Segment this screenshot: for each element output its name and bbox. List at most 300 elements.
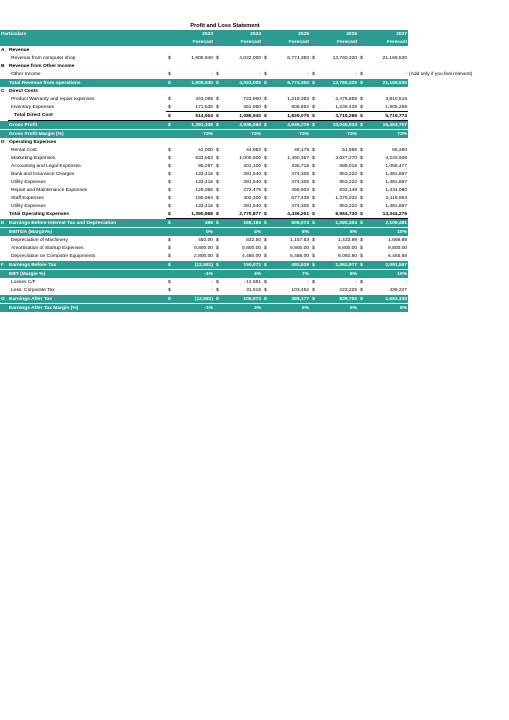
row-value: 48,176 xyxy=(294,147,310,153)
row-percent: 8% xyxy=(262,228,310,237)
table-row xyxy=(0,170,408,178)
row-index: D xyxy=(1,139,5,145)
table-row xyxy=(0,70,408,79)
currency-symbol: $ xyxy=(312,237,315,243)
currency-symbol: $ xyxy=(216,179,219,185)
currency-symbol: $ xyxy=(312,96,315,102)
row-value: 1,905,258 xyxy=(385,104,408,110)
row-index xyxy=(0,186,8,194)
row-index xyxy=(0,154,8,162)
empty-cell xyxy=(262,87,310,95)
row-value: 1,005,500 xyxy=(239,155,262,161)
table-row xyxy=(0,270,408,279)
row-value: 9,800.00 xyxy=(290,245,310,251)
row-value: 9,800.00 xyxy=(193,245,214,251)
currency-symbol: $ xyxy=(360,195,363,201)
currency-symbol: $ xyxy=(310,112,318,121)
row-percent: 4% xyxy=(214,270,262,279)
currency-symbol: $ xyxy=(216,96,219,102)
row-label: Amortisation of Startup Expenses xyxy=(11,245,84,251)
row-label: Less: Corporate Tax xyxy=(11,287,55,293)
currency-symbol: $ xyxy=(264,55,267,61)
row-value: 474,205 xyxy=(291,171,310,177)
currency-symbol: $ xyxy=(216,163,219,169)
row-value: 402,200 xyxy=(243,195,262,201)
row-label: Earnings After Tax Margin (%) xyxy=(8,304,166,313)
currency-symbol: $ xyxy=(312,253,315,259)
row-label: Accounting and Legal Expenses xyxy=(11,163,81,169)
row-value: 133,416 xyxy=(195,171,214,177)
currency-symbol: $ xyxy=(264,155,267,161)
currency-symbol: $ xyxy=(264,163,267,169)
row-value: 105,974 xyxy=(222,295,262,304)
row-index xyxy=(0,112,8,121)
currency-symbol: $ xyxy=(168,187,171,193)
row-value: 9,800.00 xyxy=(242,245,262,251)
row-value: 281,540 xyxy=(243,203,262,209)
row-label: Utility Expenses xyxy=(11,203,46,209)
row-label: Revenue from computer shop xyxy=(11,55,76,61)
currency-symbol: $ xyxy=(214,210,222,219)
row-value: 4,436,201 xyxy=(270,210,310,219)
table-row xyxy=(0,252,408,261)
currency-symbol: $ xyxy=(166,295,174,304)
row-value: 6,774,350 xyxy=(270,79,310,88)
row-value: - xyxy=(307,279,310,285)
row-index xyxy=(0,202,8,210)
row-label: Total Revenue from operations xyxy=(8,79,166,88)
empty-cell xyxy=(166,87,214,95)
row-percent: 8% xyxy=(358,304,408,313)
currency-symbol: $ xyxy=(360,237,363,243)
currency-symbol: $ xyxy=(264,203,267,209)
row-value: 5,715,773 xyxy=(366,112,408,121)
empty-cell xyxy=(310,46,358,54)
row-label: Losses C/F xyxy=(11,279,36,285)
row-value: 4,480.00 xyxy=(242,253,262,259)
row-label: Earnings Before Tax xyxy=(8,261,166,270)
table-row xyxy=(0,154,408,162)
row-value: 4,945,276 xyxy=(270,121,310,130)
subheader-forecast: Forecast xyxy=(358,38,408,46)
table-row xyxy=(0,46,408,54)
table-row xyxy=(0,186,408,194)
subheader-forecast: Forecast xyxy=(214,38,262,46)
currency-symbol: $ xyxy=(312,171,315,177)
currency-symbol: $ xyxy=(168,71,171,77)
row-label: Utility Expenses xyxy=(11,179,46,185)
row-label: Gross Profit Margin (%) xyxy=(8,130,166,139)
empty-cell xyxy=(310,138,358,146)
currency-symbol: $ xyxy=(264,71,267,77)
currency-symbol: $ xyxy=(264,179,267,185)
header-row xyxy=(0,30,408,38)
row-value: 533,663 xyxy=(195,155,214,161)
currency-symbol: $ xyxy=(312,155,315,161)
row-value: 1,062,977 xyxy=(318,261,358,270)
currency-symbol: $ xyxy=(168,245,171,251)
row-index xyxy=(0,79,8,88)
row-value: 1,238,429 xyxy=(335,104,358,110)
row-percent: 8% xyxy=(310,228,358,237)
currency-symbol: $ xyxy=(312,163,315,169)
row-value: 42,000 xyxy=(198,147,214,153)
table-row xyxy=(0,138,408,146)
row-percent: 73% xyxy=(166,130,214,139)
profit-loss-table xyxy=(0,30,408,312)
row-value: 389,177 xyxy=(270,295,310,304)
currency-symbol: $ xyxy=(360,96,363,102)
empty-cell xyxy=(358,62,408,70)
row-percent: -1% xyxy=(166,270,214,279)
currency-symbol: $ xyxy=(216,287,219,293)
row-value: 832.50 xyxy=(246,237,262,243)
row-value: - xyxy=(259,71,262,77)
currency-symbol: $ xyxy=(216,171,219,177)
row-value: 3,027,270 xyxy=(335,155,358,161)
row-index: A xyxy=(1,47,5,53)
row-value: 1,376,032 xyxy=(335,195,358,201)
row-value: 31,515 xyxy=(246,287,262,293)
currency-symbol: $ xyxy=(168,171,171,177)
empty-cell xyxy=(310,87,358,95)
table-row xyxy=(0,54,408,62)
row-index xyxy=(0,304,8,313)
table-row xyxy=(0,244,408,252)
row-value: 165,183 xyxy=(222,219,262,228)
currency-symbol: $ xyxy=(264,237,267,243)
header-year: 2027 xyxy=(358,30,408,38)
row-value: 13,344,276 xyxy=(366,210,408,219)
table-row xyxy=(0,87,408,95)
currency-symbol: $ xyxy=(360,171,363,177)
row-value: 1,433.98 xyxy=(338,237,358,243)
row-percent: 6% xyxy=(262,304,310,313)
row-label: Inventory Expenses xyxy=(11,104,54,110)
currency-symbol: $ xyxy=(168,147,171,153)
row-index xyxy=(0,146,8,154)
row-value: 1,481,867 xyxy=(385,171,408,177)
currency-symbol: $ xyxy=(360,279,363,285)
row-value: 2,091,557 xyxy=(366,261,408,270)
row-value: 677,435 xyxy=(291,195,310,201)
row-value: 13,760,320 xyxy=(318,79,358,88)
row-label: Earnings After Tax xyxy=(8,295,166,304)
currency-symbol: $ xyxy=(214,112,222,121)
currency-symbol: $ xyxy=(360,245,363,251)
row-value: 2,800.00 xyxy=(193,253,214,259)
currency-symbol: $ xyxy=(216,71,219,77)
currency-symbol: $ xyxy=(264,195,267,201)
row-value: 963,222 xyxy=(339,179,358,185)
currency-symbol: $ xyxy=(214,79,222,88)
currency-symbol: $ xyxy=(168,179,171,185)
currency-symbol: $ xyxy=(310,219,318,228)
row-index xyxy=(0,210,8,219)
currency-symbol: $ xyxy=(360,187,363,193)
currency-symbol: $ xyxy=(312,287,315,293)
row-value: 190,594 xyxy=(195,195,214,201)
row-value: 1,905,940 xyxy=(191,55,214,61)
row-value: 1,490,357 xyxy=(287,155,310,161)
row-index xyxy=(0,278,8,286)
row-index xyxy=(0,270,8,279)
subheader-blank xyxy=(0,38,166,46)
row-value: 1,434,080 xyxy=(385,187,408,193)
row-value: 21,169,530 xyxy=(366,79,408,88)
row-value: - xyxy=(405,71,408,77)
table-row xyxy=(0,121,408,130)
row-value: 4,233,906 xyxy=(385,155,408,161)
row-value: - xyxy=(211,279,214,285)
currency-symbol: $ xyxy=(168,203,171,209)
row-value: 474,205 xyxy=(291,203,310,209)
currency-symbol: $ xyxy=(358,121,366,130)
currency-symbol: $ xyxy=(360,253,363,259)
row-value: 474,205 xyxy=(291,179,310,185)
row-index xyxy=(0,162,8,170)
currency-symbol: $ xyxy=(264,253,267,259)
currency-symbol: $ xyxy=(264,187,267,193)
currency-symbol: $ xyxy=(310,79,318,88)
row-label: Revenue from Other Income xyxy=(9,63,75,69)
row-value: -12,581 xyxy=(244,279,262,285)
row-percent: 0% xyxy=(166,228,214,237)
row-value: 281,540 xyxy=(243,171,262,177)
row-value: - xyxy=(355,279,358,285)
empty-cell xyxy=(358,46,408,54)
row-value: 21,169,530 xyxy=(382,55,408,61)
currency-symbol: $ xyxy=(216,253,219,259)
currency-symbol: $ xyxy=(360,163,363,169)
row-value: 963,222 xyxy=(339,171,358,177)
row-value: 133,416 xyxy=(195,179,214,185)
row-value: 129,066 xyxy=(195,187,214,193)
row-value: 509,074 xyxy=(270,219,310,228)
row-label: Direct Costs xyxy=(9,88,38,94)
subheader-forecast: Forecast xyxy=(166,38,214,46)
row-label: Depreciation on Computer Equipments xyxy=(11,253,96,259)
row-value: 839,752 xyxy=(318,295,358,304)
currency-symbol: $ xyxy=(264,96,267,102)
empty-cell xyxy=(166,138,214,146)
currency-symbol: $ xyxy=(358,261,366,270)
row-value: 1,157.63 xyxy=(290,237,310,243)
currency-symbol: $ xyxy=(216,195,219,201)
table-row xyxy=(0,130,408,139)
row-label: Earnings Before Interest Tax and Depreciation xyxy=(8,219,166,228)
row-percent: -1% xyxy=(166,304,214,313)
row-index: B xyxy=(1,63,5,69)
empty-cell xyxy=(358,87,408,95)
row-value: 150,071 xyxy=(222,261,262,270)
currency-symbol: $ xyxy=(166,219,174,228)
table-row xyxy=(0,210,408,219)
row-value: 44,982 xyxy=(246,147,262,153)
currency-symbol: $ xyxy=(358,112,366,121)
row-percent: 10% xyxy=(358,270,408,279)
row-value: 2,770,877 xyxy=(222,210,262,219)
currency-symbol: $ xyxy=(360,203,363,209)
row-value: 51,596 xyxy=(342,147,358,153)
row-label: Total Direct Cost xyxy=(8,112,166,121)
row-value: 450.00 xyxy=(198,237,214,243)
table-row xyxy=(0,146,408,154)
currency-symbol: $ xyxy=(358,295,366,304)
table-row xyxy=(0,103,408,112)
currency-symbol: $ xyxy=(360,155,363,161)
currency-symbol: $ xyxy=(358,219,366,228)
row-index xyxy=(0,130,8,139)
currency-symbol: $ xyxy=(262,295,270,304)
table-row xyxy=(0,219,408,228)
row-value: 343,069 xyxy=(195,96,214,102)
row-percent: 3% xyxy=(214,304,262,313)
empty-cell xyxy=(214,87,262,95)
currency-symbol: $ xyxy=(360,55,363,61)
currency-symbol: $ xyxy=(312,279,315,285)
row-label: Rental Cost xyxy=(11,147,37,153)
row-value: 2,936,060 xyxy=(222,121,262,130)
currency-symbol: $ xyxy=(312,195,315,201)
row-value: 492,629 xyxy=(270,261,310,270)
row-value: 1,390,868 xyxy=(174,210,214,219)
row-value: - xyxy=(211,71,214,77)
empty-cell xyxy=(262,138,310,146)
table-row xyxy=(0,295,408,304)
row-label: Operating Expenses xyxy=(9,139,57,145)
row-value: 338,718 xyxy=(291,163,310,169)
row-label: Total Operating Expenses xyxy=(9,211,69,217)
row-value: 171,535 xyxy=(195,104,214,110)
table-row xyxy=(0,286,408,295)
row-label: Depreciation of Machinery xyxy=(11,237,68,243)
header-year: 2023 xyxy=(166,30,214,38)
row-value: 361,980 xyxy=(243,104,262,110)
row-value: (12,581) xyxy=(174,261,214,270)
row-index: C xyxy=(1,88,5,94)
row-value: 13,760,320 xyxy=(332,55,358,61)
row-value: 688,016 xyxy=(339,163,358,169)
row-label: Marketing Expenses xyxy=(11,155,56,161)
row-value: (12,581) xyxy=(174,295,214,304)
row-value: 2,476,858 xyxy=(335,96,358,102)
row-label: Revenue xyxy=(9,47,30,53)
row-percent: 73% xyxy=(262,130,310,139)
row-value: 1,829,075 xyxy=(270,112,310,121)
row-value: 1,058,477 xyxy=(385,163,408,169)
row-value: 1,080,304 xyxy=(318,219,358,228)
row-value: 439,227 xyxy=(389,287,408,293)
row-index xyxy=(0,121,8,130)
row-value: 95,297 xyxy=(198,163,214,169)
currency-symbol: $ xyxy=(216,147,219,153)
row-label: Other Income xyxy=(11,71,41,77)
row-percent: 4% xyxy=(214,228,262,237)
table-row xyxy=(0,236,408,244)
row-percent: 10% xyxy=(358,228,408,237)
row-value: 1,652,330 xyxy=(366,295,408,304)
row-value: 1,219,383 xyxy=(287,96,310,102)
currency-symbol: $ xyxy=(262,112,270,121)
row-value: 4,022,000 xyxy=(239,55,262,61)
header-year: 2024 xyxy=(214,30,262,38)
empty-cell xyxy=(166,46,214,54)
table-row xyxy=(0,202,408,210)
currency-symbol: $ xyxy=(264,245,267,251)
currency-symbol: $ xyxy=(312,245,315,251)
row-value: 1,481,867 xyxy=(385,203,408,209)
row-index xyxy=(0,54,8,62)
note-text: (Add only if you feel relevent) xyxy=(409,72,473,77)
row-label: Gross Profit xyxy=(8,121,166,130)
currency-symbol: $ xyxy=(168,287,171,293)
currency-symbol: $ xyxy=(216,155,219,161)
currency-symbol: $ xyxy=(216,187,219,193)
row-index xyxy=(0,170,8,178)
row-percent: 6% xyxy=(310,304,358,313)
currency-symbol: $ xyxy=(310,121,318,130)
row-index: F xyxy=(0,261,8,270)
row-percent: 73% xyxy=(358,130,408,139)
row-percent: 8% xyxy=(310,270,358,279)
subheader-forecast: Forecast xyxy=(262,38,310,46)
row-index xyxy=(0,244,8,252)
row-index: G xyxy=(0,295,8,304)
currency-symbol: $ xyxy=(262,261,270,270)
row-value: 3,810,515 xyxy=(385,96,408,102)
currency-symbol: $ xyxy=(264,171,267,177)
currency-symbol: $ xyxy=(310,210,318,219)
row-value: 2,109,481 xyxy=(366,219,408,228)
currency-symbol: $ xyxy=(358,210,366,219)
row-index: E xyxy=(0,219,8,228)
row-value: - xyxy=(405,279,408,285)
row-value: 2,116,953 xyxy=(385,195,408,201)
table-row xyxy=(0,228,408,237)
currency-symbol: $ xyxy=(216,55,219,61)
row-percent: 7% xyxy=(262,270,310,279)
table-row xyxy=(0,278,408,286)
header-particulars: Particulars xyxy=(0,30,166,38)
currency-symbol: $ xyxy=(312,55,315,61)
row-label: Bank and Insurance Charges xyxy=(11,171,75,177)
row-value: 514,604 xyxy=(174,112,214,121)
currency-symbol: $ xyxy=(168,155,171,161)
currency-symbol: $ xyxy=(360,71,363,77)
empty-cell xyxy=(310,62,358,70)
row-value: 3,715,286 xyxy=(318,112,358,121)
table-row xyxy=(0,112,408,121)
row-value: 8,964,730 xyxy=(318,210,358,219)
currency-symbol: $ xyxy=(312,71,315,77)
currency-symbol: $ xyxy=(216,104,219,110)
row-value: 963,222 xyxy=(339,203,358,209)
currency-symbol: $ xyxy=(168,253,171,259)
row-index xyxy=(0,228,8,237)
currency-symbol: $ xyxy=(262,210,270,219)
row-value: 1,085,940 xyxy=(222,112,262,121)
currency-symbol: $ xyxy=(166,210,174,219)
currency-symbol: $ xyxy=(214,295,222,304)
currency-symbol: $ xyxy=(216,203,219,209)
row-value: 15,453,757 xyxy=(366,121,408,130)
currency-symbol: $ xyxy=(262,121,270,130)
row-value: 133,416 xyxy=(195,203,214,209)
currency-symbol: $ xyxy=(312,147,315,153)
row-value: 1,481,867 xyxy=(385,179,408,185)
row-value: 1,905,940 xyxy=(174,79,214,88)
